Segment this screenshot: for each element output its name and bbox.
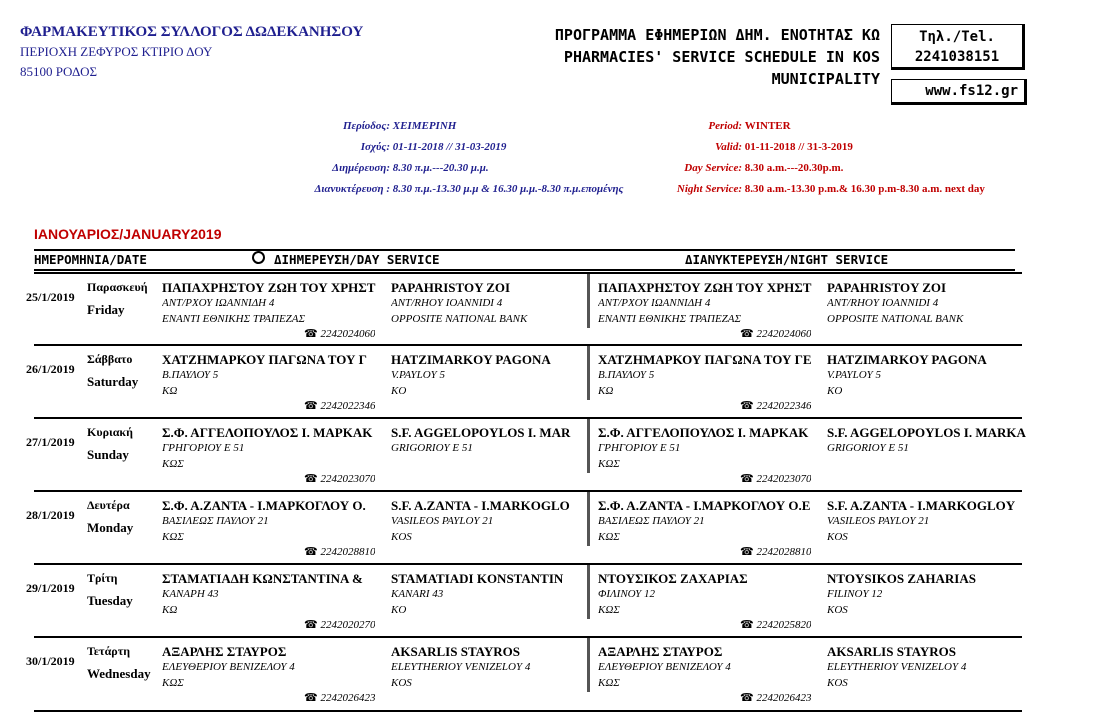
night-pharmacy-gr xyxy=(598,352,824,401)
info-gr-day xyxy=(230,162,489,174)
table-row xyxy=(26,417,1026,489)
pharmacy-address: ΕΛΕΥΘΕΡΙΟΥ ΒΕΝΙΖΕΛΟΥ 4 xyxy=(598,661,731,673)
telephone-icon: ☎ xyxy=(304,692,318,704)
table-header xyxy=(34,249,1015,271)
day-pharmacy-en xyxy=(391,498,617,547)
pharmacy-area: ΚΩ xyxy=(162,604,178,616)
pharmacy-name: STAMATIADI KONSTANTIN xyxy=(391,571,564,586)
row-day-gr: Τετάρτη xyxy=(87,644,131,658)
pharmacy-area: KOS xyxy=(827,531,848,543)
row-day-en: Friday xyxy=(87,302,125,317)
day-pharmacy-en xyxy=(391,425,617,474)
pharmacy-address: V.PAYLOY 5 xyxy=(827,369,882,381)
pharmacy-address: V.PAYLOY 5 xyxy=(391,369,446,381)
pharmacy-name: ΧΑΤΖΗΜΑΡΚΟΥ ΠΑΓΩΝΑ ΤΟΥ ΓΕ xyxy=(598,352,812,367)
column-separator xyxy=(587,346,590,400)
column-separator xyxy=(587,419,590,473)
telephone-icon: ☎ xyxy=(304,328,318,340)
pharmacy-address: ANT/RHOY IOANNIDI 4 xyxy=(827,297,939,309)
table-bottom-rule xyxy=(34,710,1022,712)
pharmacy-name: Σ.Φ. ΑΓΓΕΛΟΠΟΥΛΟΣ Ι. ΜΑΡΚΑΚ xyxy=(598,425,809,440)
pharmacy-address: GRIGORIOY E 51 xyxy=(827,442,909,454)
row-date: 26/1/2019 xyxy=(26,362,75,376)
pharmacy-area xyxy=(391,458,617,474)
pharmacy-area: ΕΝΑΝΤΙ ΕΘΝΙΚΗΣ ΤΡΑΠΕΖΑΣ xyxy=(598,313,742,325)
night-phone[interactable] xyxy=(740,472,811,485)
pharmacy-address: ΒΑΣΙΛΕΩΣ ΠΑΥΛΟΥ 21 xyxy=(598,515,705,527)
day-phone[interactable] xyxy=(304,472,375,485)
telephone-icon: ☎ xyxy=(304,473,318,485)
row-day-gr: Παρασκευή xyxy=(87,280,148,294)
row-date: 25/1/2019 xyxy=(26,290,75,304)
pharmacy-address: ΒΑΣΙΛΕΩΣ ΠΑΥΛΟΥ 21 xyxy=(162,515,269,527)
info-label: Διημέρευση: xyxy=(332,162,390,174)
info-label: Day Service: xyxy=(684,162,742,174)
night-pharmacy-gr xyxy=(598,571,824,620)
telephone-icon: ☎ xyxy=(740,546,754,558)
day-pharmacy-gr xyxy=(162,644,388,693)
pharmacy-address: Β.ΠΑΥΛΟΥ 5 xyxy=(162,369,219,381)
column-separator xyxy=(587,638,590,692)
telephone-icon: ☎ xyxy=(740,328,754,340)
row-day-gr: Σάββατο xyxy=(87,352,133,366)
pharmacy-name: HATZIMARKOY PAGONA xyxy=(391,352,551,367)
row-day-en: Sunday xyxy=(87,447,129,462)
info-value: 01-11-2018 // 31-03-2019 xyxy=(392,141,507,153)
circle-icon xyxy=(252,251,265,269)
night-pharmacy-en xyxy=(827,571,1053,620)
day-pharmacy-gr xyxy=(162,571,388,620)
phone-number: 2242026423 xyxy=(756,692,812,704)
pharmacy-area: KO xyxy=(827,385,843,397)
day-pharmacy-en xyxy=(391,571,617,620)
night-pharmacy-gr xyxy=(598,425,824,474)
pharmacy-name: AKSARLIS STAYROS xyxy=(827,644,956,659)
telephone-icon: ☎ xyxy=(740,692,754,704)
pharmacy-area: ΚΩΣ xyxy=(162,531,184,543)
info-value: 8.30 π.μ.-13.30 μ.μ & 16.30 μ.μ.-8.30 π.μ.επομένης xyxy=(392,183,624,195)
pharmacy-area: ΚΩΣ xyxy=(598,604,620,616)
col-day-service: ΔΙΗΜΕΡΕΥΣΗ/DAY SERVICE xyxy=(274,252,440,267)
info-gr-valid xyxy=(230,141,506,153)
day-pharmacy-gr xyxy=(162,352,388,401)
day-pharmacy-en xyxy=(391,280,617,329)
row-day-en: Wednesday xyxy=(87,666,151,681)
day-pharmacy-gr xyxy=(162,498,388,547)
row-day-gr: Δευτέρα xyxy=(87,498,130,512)
pharmacy-area: ΚΩ xyxy=(598,385,614,397)
pharmacy-address: KANARI 43 xyxy=(391,588,444,600)
pharmacy-area: KOS xyxy=(391,677,412,689)
table-row xyxy=(26,272,1022,344)
row-day-en: Tuesday xyxy=(87,593,133,608)
pharmacy-address: GRIGORIOY E 51 xyxy=(391,442,473,454)
row-day-gr: Τρίτη xyxy=(87,571,118,585)
info-en-period xyxy=(640,120,791,132)
night-phone[interactable] xyxy=(740,399,811,412)
pharmacy-area: ΚΩΣ xyxy=(598,458,620,470)
phone-number: 2242022346 xyxy=(320,400,376,412)
pharmacy-address: ΦΙΛΙΝΟΥ 12 xyxy=(598,588,656,600)
info-en-night xyxy=(640,183,985,195)
day-phone[interactable] xyxy=(304,399,375,412)
page-title xyxy=(440,24,880,90)
telephone-icon: ☎ xyxy=(304,546,318,558)
pharmacy-name: S.F. A.ZANTA - I.MARKOGLOY xyxy=(827,498,1016,513)
info-gr-period xyxy=(230,120,456,132)
pharmacy-area xyxy=(827,458,1053,474)
phone-number: 2242023070 xyxy=(320,473,376,485)
info-value: 01-11-2018 // 31-3-2019 xyxy=(744,141,853,153)
pharmacy-name: Σ.Φ. Α.ΖΑΝΤΑ - Ι.ΜΑΡΚΟΓΛΟΥ Ο.Ε xyxy=(598,498,811,513)
pharmacy-name: S.F. AGGELOPOYLOS I. MAR xyxy=(391,425,571,440)
tel-label: Τηλ./Tel. xyxy=(919,29,995,45)
pharmacy-address: ΚΑΝΑΡΗ 43 xyxy=(162,588,219,600)
info-value: 8.30 π.μ.---20.30 μ.μ. xyxy=(392,162,489,174)
pharmacy-area: ΚΩΣ xyxy=(598,531,620,543)
info-en-valid xyxy=(640,141,853,153)
pharmacy-area: KOS xyxy=(391,531,412,543)
day-phone[interactable] xyxy=(304,545,375,558)
pharmacy-name: PAPAHRISTOY ZOI xyxy=(391,280,511,295)
night-pharmacy-en xyxy=(827,498,1053,547)
row-divider xyxy=(34,490,1022,492)
table-row xyxy=(26,490,1022,562)
col-night-service: ΔΙΑΝΥΚΤΕΡΕΥΣΗ/NIGHT SERVICE xyxy=(685,252,889,267)
info-value: 8.30 a.m.-13.30 p.m.& 16.30 p.m-8.30 a.m. next day xyxy=(744,183,985,195)
phone-number: 2242024060 xyxy=(320,328,376,340)
day-pharmacy-en xyxy=(391,352,617,401)
pharmacy-area: KO xyxy=(391,604,407,616)
col-date: ΗΜΕΡΟΜΗΝΙΑ/DATE xyxy=(34,252,147,267)
row-divider xyxy=(34,417,1022,419)
pharmacy-area: KOS xyxy=(827,604,848,616)
telephone-icon: ☎ xyxy=(740,473,754,485)
night-pharmacy-gr xyxy=(598,644,824,693)
phone-number: 2242028810 xyxy=(756,546,812,558)
pharmacy-address: VASILEOS PAYLOY 21 xyxy=(391,515,494,527)
title-line-1: ΠΡΟΓΡΑΜΜΑ ΕΦΗΜΕΡΙΩΝ ΔΗΜ. ΕΝΟΤΗΤΑΣ ΚΩ xyxy=(554,26,880,44)
pharmacy-area: OPPOSITE NATIONAL BANK xyxy=(827,313,964,325)
day-pharmacy-en xyxy=(391,644,617,693)
night-phone[interactable] xyxy=(740,691,811,704)
row-divider xyxy=(34,272,1022,274)
day-phone[interactable] xyxy=(304,618,375,631)
pharmacy-area: ΚΩΣ xyxy=(162,677,184,689)
org-area: ΠΕΡΙΟΧΗ ΖΕΦΥΡΟΣ ΚΤΙΡΙΟ ΔΟΥ xyxy=(20,44,213,59)
row-day-en: Monday xyxy=(87,520,134,535)
phone-number: 2242020270 xyxy=(320,619,376,631)
pharmacy-area: ΕΝΑΝΤΙ ΕΘΝΙΚΗΣ ΤΡΑΠΕΖΑΣ xyxy=(162,313,306,325)
pharmacy-name: ΑΞΑΡΛΗΣ ΣΤΑΥΡΟΣ xyxy=(598,644,723,659)
pharmacy-address: Β.ΠΑΥΛΟΥ 5 xyxy=(598,369,655,381)
info-en-day xyxy=(640,162,843,174)
row-day-gr: Κυριακή xyxy=(87,425,133,439)
row-divider xyxy=(34,563,1022,565)
info-label: Valid: xyxy=(715,141,742,153)
month-heading: ΙΑΝΟΥΑΡΙΟΣ/JANUARY2019 xyxy=(34,226,222,242)
pharmacy-area: ΚΩΣ xyxy=(598,677,620,689)
night-pharmacy-en xyxy=(827,352,1053,401)
pharmacy-area: KO xyxy=(391,385,407,397)
telephone-icon: ☎ xyxy=(304,400,318,412)
pharmacy-area: ΚΩΣ xyxy=(162,458,184,470)
pharmacy-name: ΣΤΑΜΑΤΙΑΔΗ ΚΩΝΣΤΑΝΤΙΝΑ & xyxy=(162,571,363,586)
info-label: Διανυκτέρευση : xyxy=(314,183,390,195)
row-divider xyxy=(34,344,1022,346)
pharmacy-name: AKSARLIS STAYROS xyxy=(391,644,520,659)
pharmacy-area: OPPOSITE NATIONAL BANK xyxy=(391,313,528,325)
phone-number: 2242026423 xyxy=(320,692,376,704)
tel-box xyxy=(891,24,1025,70)
pharmacy-name: ΠΑΠΑΧΡΗΣΤΟΥ ΖΩΗ ΤΟΥ ΧΡΗΣΤ xyxy=(162,280,376,295)
phone-number: 2242028810 xyxy=(320,546,376,558)
tel-number: 2241038151 xyxy=(914,49,1000,65)
night-pharmacy-en xyxy=(827,280,1053,329)
website-link[interactable]: www.fs12.gr xyxy=(891,79,1027,105)
pharmacy-name: Σ.Φ. ΑΓΓΕΛΟΠΟΥΛΟΣ Ι. ΜΑΡΚΑΚ xyxy=(162,425,373,440)
column-separator xyxy=(587,274,590,328)
pharmacy-name: ΧΑΤΖΗΜΑΡΚΟΥ ΠΑΓΩΝΑ ΤΟΥ Γ xyxy=(162,352,367,367)
pharmacy-area: ΚΩ xyxy=(162,385,178,397)
pharmacy-name: Σ.Φ. Α.ΖΑΝΤΑ - Ι.ΜΑΡΚΟΓΛΟΥ Ο. xyxy=(162,498,366,513)
night-phone[interactable] xyxy=(740,327,811,340)
table-row xyxy=(26,563,1022,635)
pharmacy-name: S.F. AGGELOPOYLOS I. MARKA xyxy=(827,425,1026,440)
pharmacy-name: HATZIMARKOY PAGONA xyxy=(827,352,987,367)
column-separator xyxy=(587,565,590,619)
night-phone[interactable] xyxy=(740,618,811,631)
info-label: Ισχύς: xyxy=(360,141,390,153)
telephone-icon: ☎ xyxy=(740,619,754,631)
pharmacy-name: NTOYSIKOS ZAHARIAS xyxy=(827,571,976,586)
day-pharmacy-gr xyxy=(162,280,388,329)
org-city: 85100 ΡΟΔΟΣ xyxy=(20,64,98,79)
phone-number: 2242022346 xyxy=(756,400,812,412)
pharmacy-address: ΓΡΗΓΟΡΙΟΥ Ε 51 xyxy=(598,442,681,454)
phone-number: 2242025820 xyxy=(756,619,812,631)
row-day-en: Saturday xyxy=(87,374,139,389)
night-pharmacy-gr xyxy=(598,280,824,329)
phone-number: 2242024060 xyxy=(756,328,812,340)
row-date: 27/1/2019 xyxy=(26,435,75,449)
row-date: 28/1/2019 xyxy=(26,508,75,522)
pharmacy-name: S.F. A.ZANTA - I.MARKOGLO xyxy=(391,498,570,513)
day-pharmacy-gr xyxy=(162,425,388,474)
row-date: 29/1/2019 xyxy=(26,581,75,595)
info-value: 8.30 a.m.---20.30p.m. xyxy=(744,162,844,174)
pharmacy-address: VASILEOS PAYLOY 21 xyxy=(827,515,930,527)
info-value: WINTER xyxy=(744,120,791,132)
day-phone[interactable] xyxy=(304,327,375,340)
telephone-icon: ☎ xyxy=(740,400,754,412)
pharmacy-name: ΠΑΠΑΧΡΗΣΤΟΥ ΖΩΗ ΤΟΥ ΧΡΗΣΤ xyxy=(598,280,812,295)
info-value: ΧΕΙΜΕΡΙΝΗ xyxy=(392,120,457,132)
info-label: Period: xyxy=(708,120,742,132)
day-phone[interactable] xyxy=(304,691,375,704)
title-line-2: PHARMACIES' SERVICE SCHEDULE IN KOS xyxy=(563,48,880,66)
info-label: Περίοδος: xyxy=(343,120,390,132)
night-pharmacy-en xyxy=(827,425,1053,474)
table-row xyxy=(26,636,1022,708)
pharmacy-address: ΓΡΗΓΟΡΙΟΥ Ε 51 xyxy=(162,442,245,454)
pharmacy-address: FILINOY 12 xyxy=(827,588,883,600)
title-line-3: MUNICIPALITY xyxy=(771,70,880,88)
night-pharmacy-en xyxy=(827,644,1053,693)
pharmacy-address: ELEYTHERIOY VENIZELOY 4 xyxy=(827,661,967,673)
pharmacy-name: ΝΤΟΥΣΙΚΟΣ ΖΑΧΑΡΙΑΣ xyxy=(598,571,748,586)
column-separator xyxy=(587,492,590,546)
phone-number: 2242023070 xyxy=(756,473,812,485)
night-phone[interactable] xyxy=(740,545,811,558)
row-date: 30/1/2019 xyxy=(26,654,75,668)
table-row xyxy=(26,344,1022,416)
night-pharmacy-gr xyxy=(598,498,824,547)
pharmacy-name: ΑΞΑΡΛΗΣ ΣΤΑΥΡΟΣ xyxy=(162,644,287,659)
pharmacy-address: ΑΝΤ/ΡΧΟΥ ΙΩΑΝΝΙΔΗ 4 xyxy=(162,297,275,309)
row-divider xyxy=(34,636,1022,638)
pharmacy-address: ANT/RHOY IOANNIDI 4 xyxy=(391,297,503,309)
info-label: Night Service: xyxy=(676,183,742,195)
pharmacy-address: ΕΛΕΥΘΕΡΙΟΥ ΒΕΝΙΖΕΛΟΥ 4 xyxy=(162,661,295,673)
info-gr-night xyxy=(230,183,623,195)
pharmacy-area: KOS xyxy=(827,677,848,689)
org-name: ΦΑΡΜΑΚΕΥΤΙΚΟΣ ΣΥΛΛΟΓΟΣ ΔΩΔΕΚΑΝΗΣΟΥ xyxy=(20,24,364,40)
pharmacy-name: PAPAHRISTOY ZOI xyxy=(827,280,947,295)
pharmacy-address: ELEYTHERIOY VENIZELOY 4 xyxy=(391,661,531,673)
telephone-icon: ☎ xyxy=(304,619,318,631)
pharmacy-address: ΑΝΤ/ΡΧΟΥ ΙΩΑΝΝΙΔΗ 4 xyxy=(598,297,711,309)
